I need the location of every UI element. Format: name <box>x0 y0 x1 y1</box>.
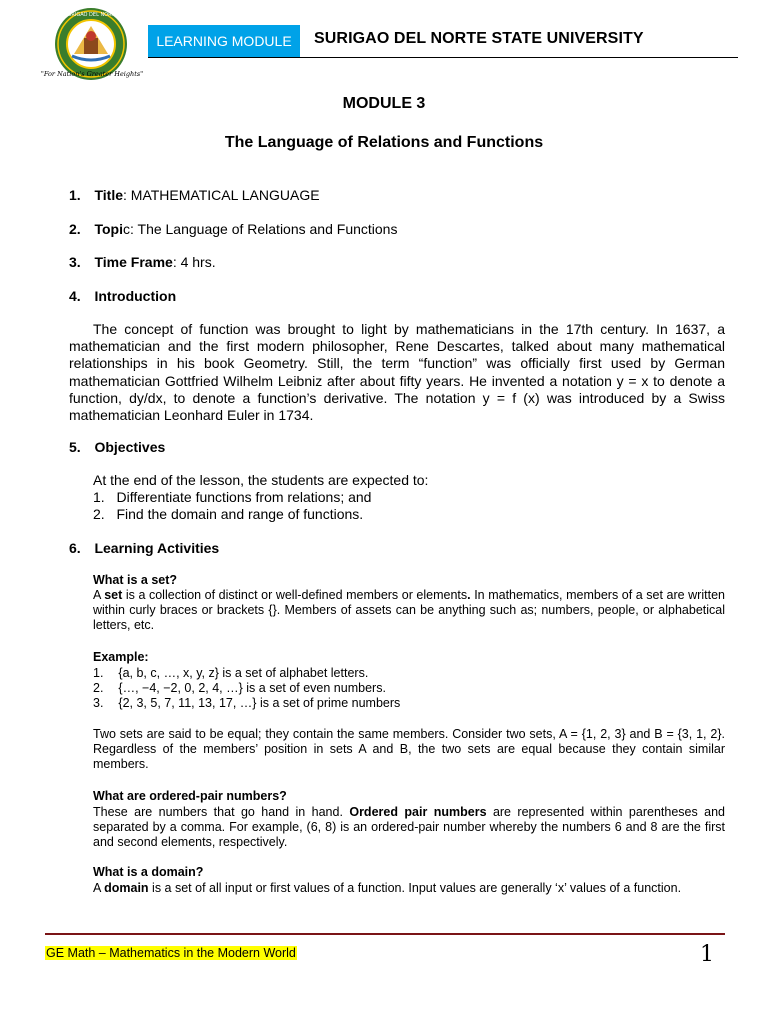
domain-question-heading: What is a domain? <box>93 865 204 879</box>
item-number: 6. <box>69 540 81 556</box>
item-label: Time Frame <box>94 254 173 270</box>
item-introduction <box>69 288 176 304</box>
text-run: . <box>467 588 471 602</box>
objectives-intro: At the end of the lesson, the students are expected to: <box>93 472 429 488</box>
item-topic <box>69 221 397 237</box>
term-ordered-pair: Ordered pair numbers <box>349 805 487 819</box>
module-title: The Language of Relations and Functions <box>224 134 544 151</box>
equal-sets-paragraph: Two sets are said to be equal; they contain the same members. Consider two sets, A = {1, 2, 3} and B = {3, 1, 2}. Regardless of the members’ position in sets A and B, the two sets are equal because they contain similar members. <box>93 727 725 772</box>
item-number: 1. <box>69 187 81 203</box>
header-divider <box>148 57 738 58</box>
introduction-paragraph <box>69 321 725 424</box>
university-motto: "For Nation's Greater Heights" <box>40 70 144 78</box>
text-run: A <box>93 881 105 895</box>
objective-text: Find the domain and range of functions. <box>116 506 364 522</box>
objective-number: 1. <box>93 489 105 505</box>
item-time-frame <box>69 254 216 270</box>
ordered-pair-paragraph <box>93 805 725 851</box>
item-learning-activities <box>69 540 219 556</box>
example-number: 2. <box>93 681 104 695</box>
example-item <box>93 681 386 696</box>
example-number: 1. <box>93 666 104 680</box>
example-number: 3. <box>93 696 104 710</box>
item-number: 5. <box>69 439 81 455</box>
text-run: are represented within parentheses and separated by a comma. For example, (6, 8) is an ordered-pair number whereby the numbers 6 and 8 are the first and second elements, respectively. <box>93 805 725 850</box>
svg-text:SURIGAO DEL NORTE: SURIGAO DEL NORTE <box>64 12 118 18</box>
item-objectives <box>69 439 165 455</box>
item-number: 3. <box>69 254 81 270</box>
item-label: Topi <box>94 221 123 237</box>
text-run: These are numbers that go hand in hand. <box>93 805 350 819</box>
item-label-rest: c <box>122 221 130 237</box>
learning-module-tag: LEARNING MODULE <box>148 25 300 58</box>
item-label: Title <box>94 187 123 203</box>
item-value: : MATHEMATICAL LANGUAGE <box>123 187 320 203</box>
item-title <box>69 187 320 203</box>
example-item <box>93 666 368 681</box>
set-definition-paragraph <box>93 588 725 634</box>
item-value: : 4 hrs. <box>172 254 216 270</box>
page-number: 1 <box>700 942 714 967</box>
item-label: Learning Activities <box>94 540 220 556</box>
footer-course-name: GE Math – Mathematics in the Modern World <box>46 946 296 960</box>
ordered-pair-question-heading: What are ordered-pair numbers? <box>93 789 287 803</box>
text-run: is a collection of distinct or well-defined members or elements <box>122 588 468 602</box>
objective-number: 2. <box>93 506 105 522</box>
example-item <box>93 696 400 711</box>
text-run: is a set of all input or first values of a function. Input values are generally ‘x’ values of a function. <box>148 881 682 895</box>
item-value: : The Language of Relations and Functions <box>129 221 398 237</box>
item-label: Objectives <box>94 439 166 455</box>
example-text: {a, b, c, …, x, y, z} is a set of alphabet letters. <box>118 666 369 680</box>
example-text: {…, −4, −2, 0, 2, 4, …} is a set of even numbers. <box>118 681 386 695</box>
term-set: set <box>104 588 123 602</box>
university-name: SURIGAO DEL NORTE STATE UNIVERSITY <box>314 30 644 47</box>
example-text: {2, 3, 5, 7, 11, 13, 17, …} is a set of prime numbers <box>118 696 401 710</box>
footer-divider <box>45 933 725 935</box>
item-label: Introduction <box>94 288 177 304</box>
text-run: In mathematics, members of a set are written within curly braces or brackets {}. Members of assets can be anything such as; numbers, people, or alphabetical letters, etc. <box>93 588 725 633</box>
set-question-heading: What is a set? <box>93 573 178 587</box>
term-domain: domain <box>104 881 149 895</box>
domain-paragraph <box>93 881 725 896</box>
module-number: MODULE 3 <box>342 95 426 112</box>
example-label: Example: <box>93 650 149 664</box>
item-number: 2. <box>69 221 81 237</box>
item-number: 4. <box>69 288 81 304</box>
objective-item <box>93 489 371 505</box>
objective-item <box>93 506 363 522</box>
objective-text: Differentiate functions from relations; and <box>116 489 372 505</box>
text-run: A <box>93 588 105 602</box>
introduction-text: The concept of function was brought to light by mathematicians in the 17th century. In 1637, a mathematician and the first modern philosopher, Rene Descartes, talked about many mathematical relationships in his book Geometry. Still, the term “function” was officially first used by German mathematician Gottfried Wilhelm Leibniz after about fifty years. He invented a notation y = x to denote a function, dy/dx, to denote a function’s derivative. The notation y = f (x) was introduced by a Swiss mathematician Leonhard Euler in 1734. <box>69 321 725 424</box>
